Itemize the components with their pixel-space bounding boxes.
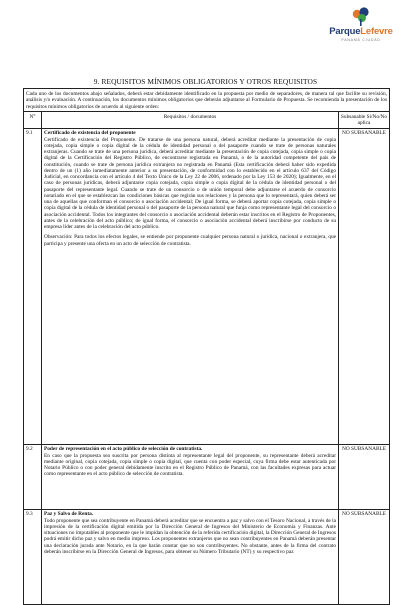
intro-text: Cada uno de los documentos abajo señalados, deberá estar debidamente identificado en la propuesta por medio de separadores, de manera tal que facilite su revisión, análisis y/o evaluación. A continuación, los documentos mínimos obligatorios que deberán adjuntarse al Formulario de Propuesta. Se recomienda la presentación de los requisitos mínimos obligatorios de acuerdo al siguiente orden: xyxy=(24,89,390,112)
section-title: 9. REQUISITOS MÍNIMOS OBLIGATORIOS Y OTROS REQUISITOS xyxy=(93,77,318,86)
row-number: 9.2 xyxy=(24,445,42,510)
tree-logo-icon xyxy=(350,5,372,27)
parque-lefevre-logo xyxy=(325,5,397,47)
row-requirement xyxy=(42,510,339,605)
requirement-observation: Observación: Para todos los efectos legales, se entiende por proponente cualquier persona natural o jurídica, nacional o extranjera, que participa y presente una oferta en un acto de selección de contratista. xyxy=(44,234,336,247)
row-requirement xyxy=(42,129,339,445)
row-status: NO SUBSANABLE xyxy=(339,510,390,605)
header-requirements: Requisitos / documentos xyxy=(42,111,339,129)
row-number: 9.3 xyxy=(24,510,42,605)
logo-tagline: PANAMÁ CIUDAD xyxy=(341,38,381,42)
requirement-paragraph: En caso que la propuesta sea suscrita por persona distinta al representante legal del proponente, su representante deberá acreditar mediante original, copia cotejada, copia simple o copia digital, que cuenta con poder especial, cuya firma debe estar autenticada por Notario Público o con poder general debidamente inscrito en el Registro Público de Panamá, con las facultades expresas para actuar como representante en el acto público de selección de contratista. xyxy=(44,452,336,478)
table-header-row xyxy=(24,111,390,129)
requirement-title: Poder de representación en el acto público de selección de contratista. xyxy=(44,446,203,453)
intro-row xyxy=(24,89,390,112)
table-row xyxy=(24,510,390,605)
table-row xyxy=(24,129,390,445)
requirement-paragraph: Todo proponente que sea contribuyente en Panamá deberá acreditar que se encuentra a paz y salvo con el Tesoro Nacional, a través de la impresión de la certificación digital emitida por la Dirección General de Ingresos del Ministerio de Economía y Finanzas. Ante situaciones no imputables al proponente que le impidan la obtención de la referida certificación digital, la Dirección General de Ingresos podrá emitir dicho paz y salvo en medio impreso. Los proponentes extranjeros que no sean contribuyentes en Panamá deberán presentar una declaración jurada ante Notario, en la que harán constar que no son contribuyentes. No obstante, antes de la firma del contrato deberán inscribirse en la Dirección General de Ingresos, para obtener su Número Tributario (NT) y su respectivo paz xyxy=(44,517,337,555)
header-status: Subsanable Si/No/No aplica xyxy=(339,111,390,129)
header-num: N° xyxy=(24,111,42,129)
row-status: NO SUBSANABLE xyxy=(339,445,390,510)
requirement-paragraph: Certificado de existencia del Proponente. De tratarse de una persona natural, deberá acreditar mediante la presentación de copia cotejada, copia simple o copia digital de la cédula de identidad personal o del pasaporte cuando se trate de personas naturales extranjeras. Cuando se trate de una persona jurídica, deberá acreditar mediante la presentación de copia cotejada, copia simple o copia digital de la Certificación del Registro Público, de encontrarse registrada en Panamá, o de la autoridad competente del país de constitución, cuando se trate de persona jurídica extranjera no registrada en Panamá (Esta certificación deberá haber sido expedida dentro de un (1) año inmediatamente anterior a su presentación, de conformidad con lo establecido en el artículo 637 del Código Judicial, en concordancia con el artículo 4 del Texto Único de la Ley 22 de 2006, ordenado por la Ley 153 de 2020); Igualmente, en el caso de personas jurídicas, deberá adjuntarse copia cotejada, copia simple o copia digital de la cédula de identidad personal o del pasaporte del representante legal. Cuando se trate de un consorcio o de unión temporal debe adjuntarse el acuerdo de consorcio notariado en el que se establezcan las condiciones básicas que regirán sus relaciones y la persona que lo representará, quien deberá ser una de aquellas que conforman el consorcio o asociación accidental; De igual forma, se deberá aportar copia cotejada, copia simple o copia digital de la cédula de identidad personal o del pasaporte de la persona natural que funja como representante legal del consorcio o asociación accidental. Todos los integrantes del consorcio o asociación accidental deberán estar inscritos en el Registro de Proponentes, antes de la celebración del acto público; de igual forma, el consorcio o asociación accidental deberá inscribirse por conducto de su empresa líder antes de la celebración del acto público. xyxy=(44,136,336,230)
row-status: NO SUBSANABLE xyxy=(339,129,390,445)
row-requirement xyxy=(42,445,339,510)
row-number: 9.1 xyxy=(24,129,42,445)
requirement-title: Paz y Salvo de Renta. xyxy=(44,511,94,518)
requirement-title: Certificado de existencia del proponente xyxy=(44,130,136,137)
table-row xyxy=(24,445,390,510)
requirements-table xyxy=(23,88,390,605)
logo-wordmark: ParqueLefevre xyxy=(329,26,393,37)
